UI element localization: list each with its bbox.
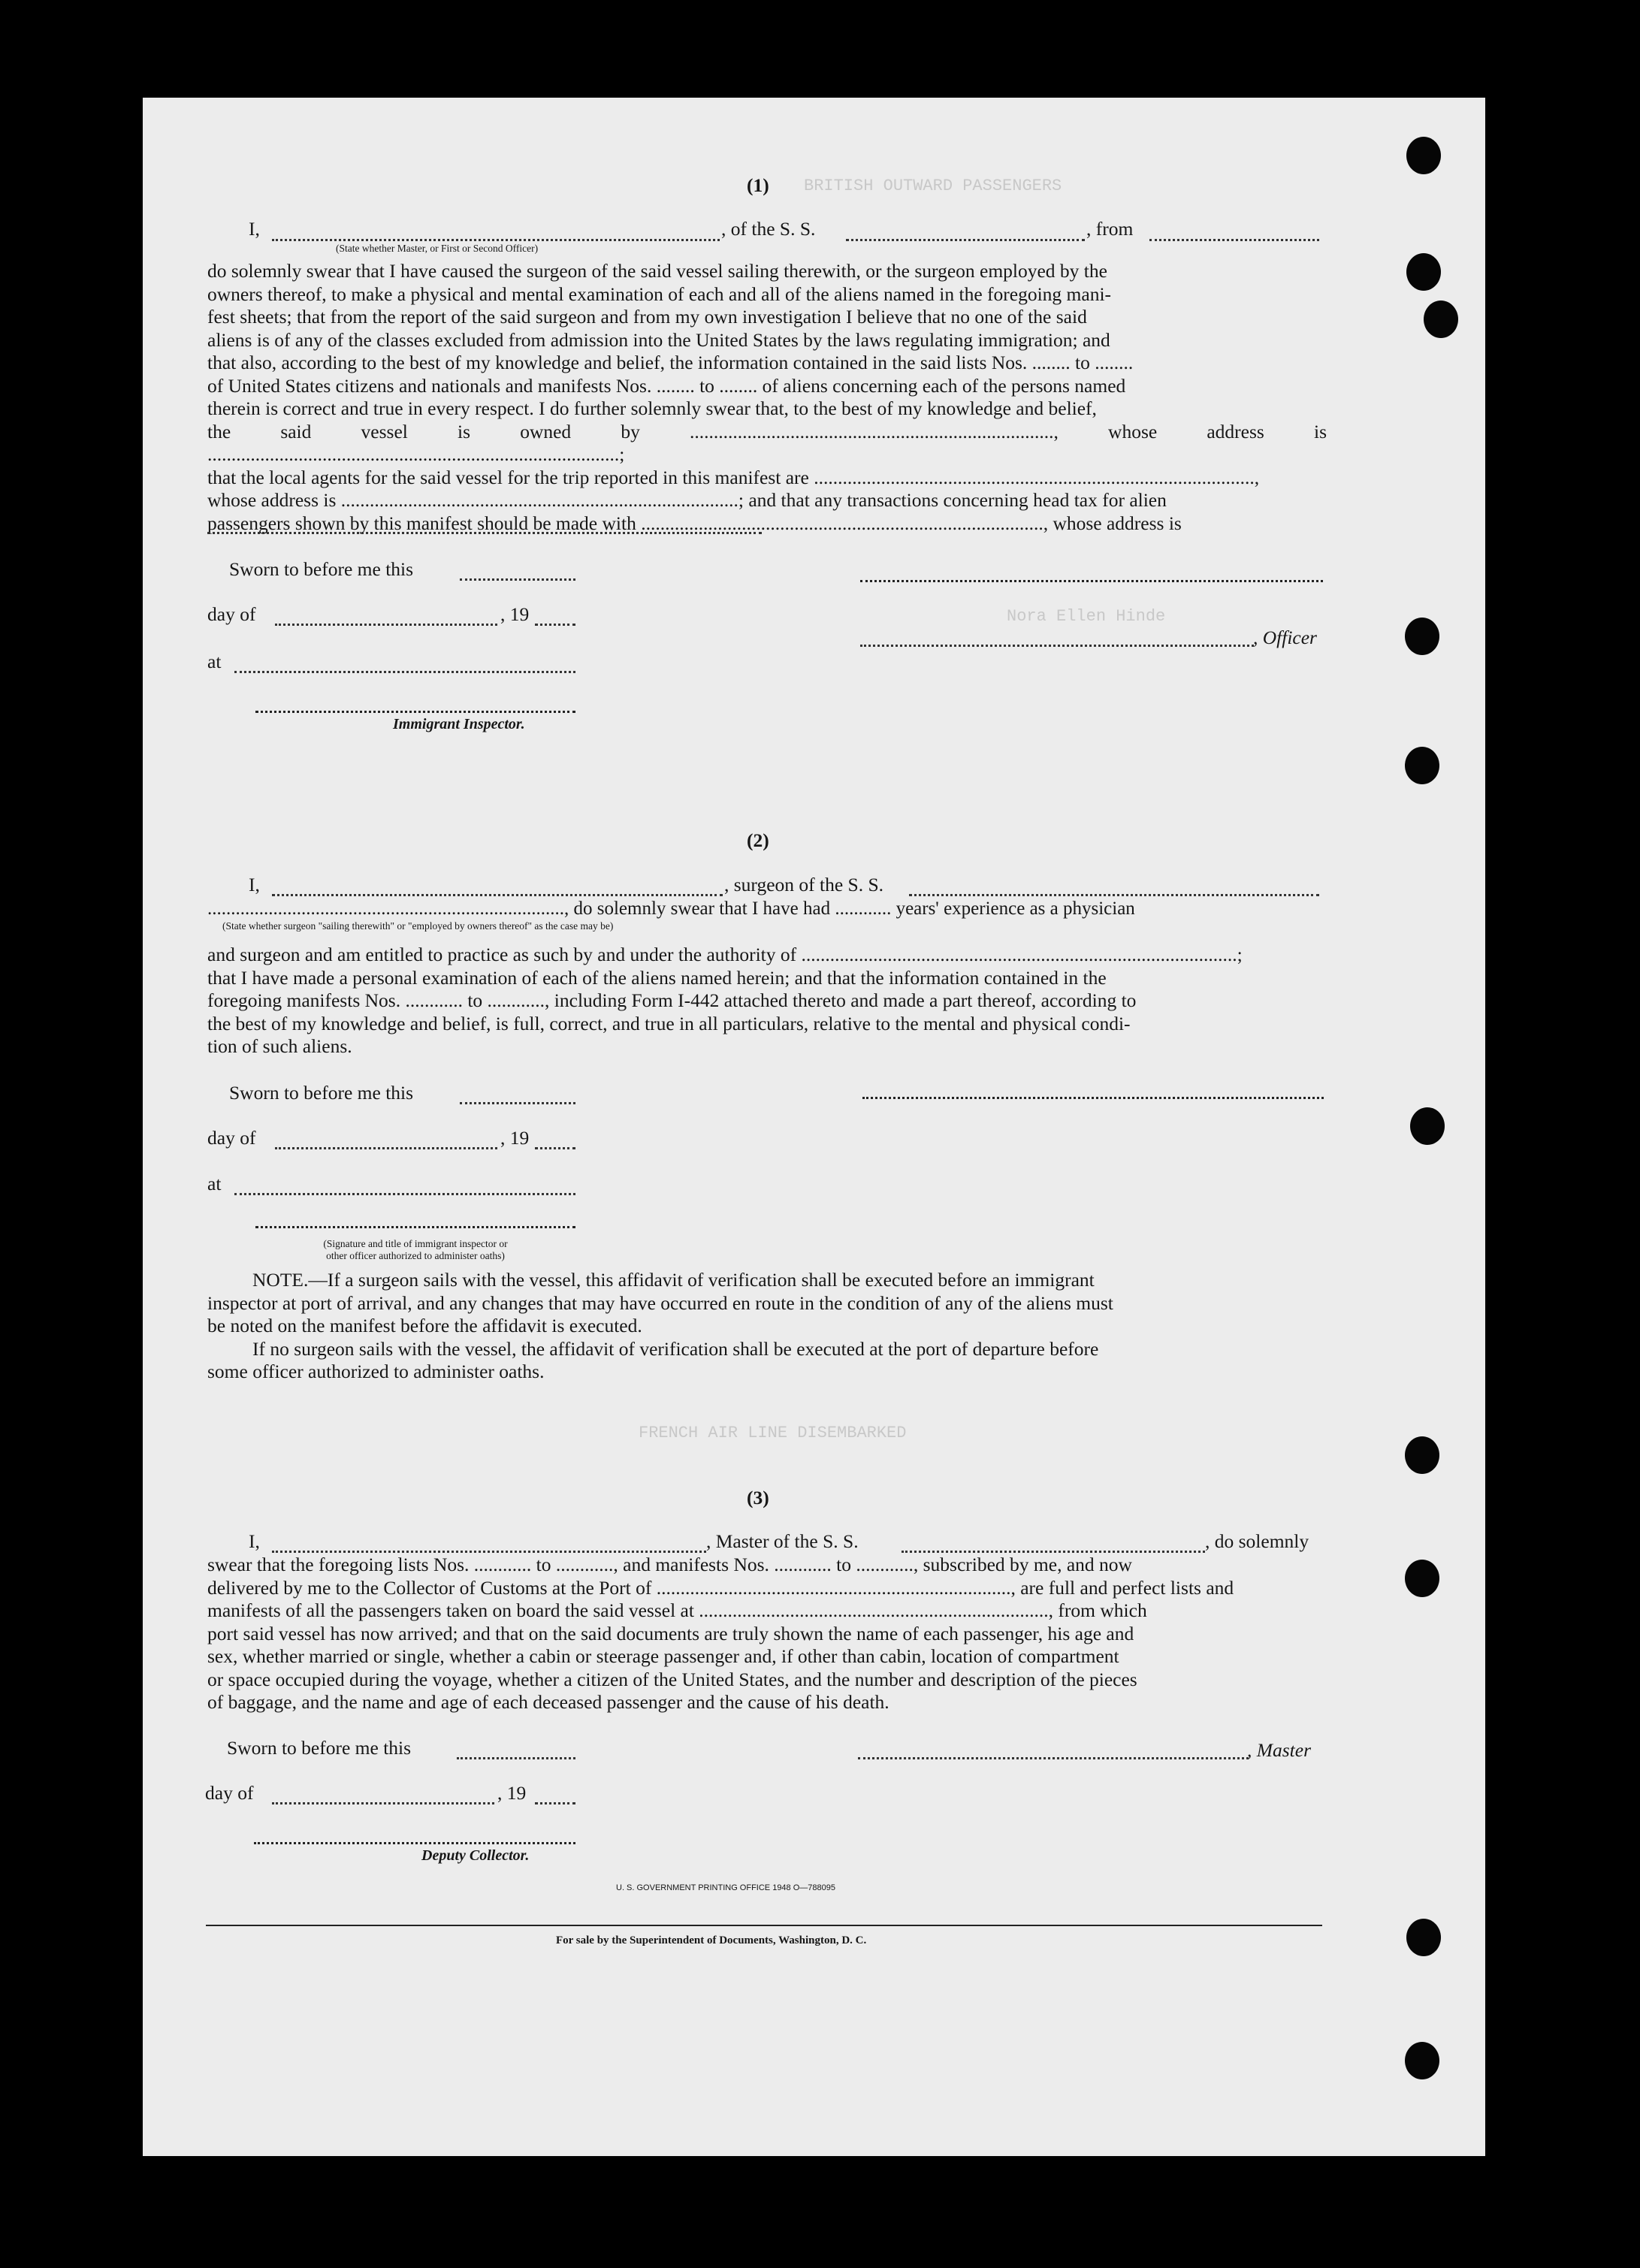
year-label: , 19: [500, 603, 530, 625]
authorized-officer-note: (Signature and title of immigrant inspector or other officer authorized to administer oaths): [323, 1238, 508, 1261]
sworn-date-field[interactable]: [460, 578, 575, 581]
sworn-label-2: Sworn to before me this: [229, 1082, 414, 1104]
deputy-collector-signature-line[interactable]: [254, 1842, 575, 1844]
section-3-i-label: I,: [249, 1530, 260, 1552]
inspector-signature-line[interactable]: [255, 711, 575, 713]
day-of-label-3: day of: [205, 1782, 254, 1804]
surgeon-signature-line[interactable]: [862, 1097, 1324, 1099]
surgeon-affidavit-note: NOTE.—If a surgeon sails with the vessel, this affidavit of verification shall be executed before an immigrant inspector at port of arrival, and any changes that may have occurred en route in the condition of any of the aliens must be noted on the manifest before the affidavit is executed. If no surgeon sails with the vessel, the affidavit of verification shall be executed at the port of departure before some officer authorized to administer oaths.: [207, 1269, 1113, 1382]
year-field-2[interactable]: [535, 1147, 575, 1149]
punch-hole: [1406, 137, 1441, 174]
at-label-2: at: [207, 1173, 222, 1194]
officer-signature-line[interactable]: [860, 580, 1323, 582]
officer-rank-note: (State whether Master, or First or Second Officer): [336, 243, 539, 254]
surgeon-name-field[interactable]: [272, 894, 723, 896]
master-vessel-field[interactable]: [902, 1551, 1205, 1553]
master-signature-field[interactable]: [858, 1757, 1249, 1759]
from-port-field[interactable]: [1149, 239, 1319, 241]
authorized-officer-signature-line[interactable]: [255, 1226, 575, 1228]
bleed-through-text: FRENCH AIR LINE DISEMBARKED: [639, 1424, 907, 1442]
punch-hole: [1405, 618, 1439, 655]
day-of-field-2[interactable]: [275, 1147, 497, 1149]
deputy-collector-label: Deputy Collector.: [421, 1847, 530, 1864]
punch-hole: [1405, 747, 1439, 784]
sworn-label-3: Sworn to before me this: [227, 1737, 412, 1759]
punch-hole: [1406, 253, 1441, 291]
surgeon-experience-line: ............................................................................, do solemnly swear that I have had ............ years' experience as a physician: [207, 898, 1135, 919]
master-name-field[interactable]: [272, 239, 720, 241]
printer-imprint: U. S. GOVERNMENT PRINTING OFFICE 1948 O—788095: [616, 1883, 835, 1892]
year-field-3[interactable]: [535, 1802, 575, 1804]
punch-hole: [1410, 1107, 1445, 1145]
punch-hole: [1405, 1436, 1439, 1474]
master-of-ss-label: , Master of the S. S.: [706, 1530, 859, 1552]
master-label: , Master: [1247, 1739, 1311, 1761]
superintendent-footer: For sale by the Superintendent of Documents, Washington, D. C.: [556, 1934, 867, 1946]
bleed-through-text: Nora Ellen Hinde: [1007, 607, 1166, 626]
section-2-i-label: I,: [249, 874, 260, 895]
section-3-number: (3): [747, 1487, 769, 1508]
immigrant-inspector-label: Immigrant Inspector.: [393, 716, 525, 732]
officer-name-field[interactable]: [860, 645, 1254, 647]
section-2-number: (2): [747, 829, 769, 851]
at-place-field[interactable]: [234, 671, 575, 673]
year-label-3: , 19: [497, 1782, 527, 1804]
sworn-date-field-3[interactable]: [457, 1757, 575, 1759]
officer-label: , Officer: [1253, 627, 1317, 648]
section-2-oath-text: and surgeon and am entitled to practice as such by and under the authority of ...........................................................................................; that I have made a personal examination of each of the aliens named herein; and that the information contained in the foregoing manifests Nos. ............ to ............, including Form I-442 attached thereto and made a part thereof, according to the best of my knowledge and belief, is full, correct, and true in all particulars, relative to the mental and physical condi- tion of such aliens.: [207, 944, 1243, 1057]
surgeon-type-note: (State whether surgeon "sailing therewith" or "employed by owners thereof" as the case may be): [222, 920, 614, 932]
year-label-2: , 19: [500, 1127, 530, 1149]
day-of-field-3[interactable]: [272, 1802, 494, 1804]
year-field[interactable]: [535, 624, 575, 626]
surgeon-of-ss-label: , surgeon of the S. S.: [724, 874, 884, 895]
section-3-oath-text: swear that the foregoing lists Nos. ............ to ............, and manifests Nos. ............ to ............, subscribed by me, and now delivered by me to the Collector of Customs at the Port of .........................................................................., are full and perfect lists and manifests of all the passengers taken on board the said vessel at ........................................................................., from which port said vessel has now arrived; and that on the said documents are truly shown the name of each passenger, his age and sex, whether married or single, whether a cabin or steerage passenger and, if other than cabin, location of compartment or space occupied during the voyage, whether a citizen of the United States, and the number and description of the pieces of baggage, and the name and age of each deceased passenger and the cause of his death.: [207, 1554, 1234, 1713]
punch-hole: [1405, 2042, 1439, 2079]
address-continuation-field[interactable]: [207, 532, 762, 534]
sworn-label: Sworn to before me this: [229, 558, 414, 580]
day-of-label: day of: [207, 603, 256, 625]
section-1-oath-text: do solemnly swear that I have caused the surgeon of the said vessel sailing therewith, or the surgeon employed by the owners thereof, to make a physical and mental examination of each and all of the aliens named in the foregoing mani- fest sheets; that from the report of the said surgeon and from my own investigation I believe that no one of the said aliens is of any of the classes excluded from admission into the United States by the laws regulating immigration; and that also, according to the best of my knowledge and belief, the information contained in the said lists Nos. ........ to ........ of United States citizens and nationals and manifests Nos. ........ to ........ of aliens concerning each of the persons named therein is correct and true in every respect. I do further solemnly swear that, to the best of my knowledge and belief, the said vessel is owned by ............................................................................, whose address is ......................................................................................; that the local agents for the said vessel for the trip reported in this manifest are ............................................................................................, whose address is ...................................................................................; and that any transactions concerning head tax for alien passengers shown by this manifest should be made with ...................................................................................., whose address is: [207, 260, 1327, 534]
master-name-field-3[interactable]: [272, 1551, 706, 1553]
at-place-field-2[interactable]: [234, 1193, 575, 1195]
surgeon-vessel-field[interactable]: [909, 894, 1319, 896]
punch-hole: [1405, 1560, 1439, 1597]
of-ss-label: , of the S. S.: [721, 218, 816, 240]
vessel-name-field[interactable]: [846, 239, 1085, 241]
day-of-field[interactable]: [275, 624, 497, 626]
do-solemnly-label: , do solemnly: [1205, 1530, 1309, 1552]
day-of-label-2: day of: [207, 1127, 256, 1149]
punch-hole: [1406, 1919, 1441, 1956]
sworn-date-field-2[interactable]: [460, 1102, 575, 1104]
at-label: at: [207, 651, 222, 672]
section-1-number: (1): [747, 174, 769, 196]
bleed-through-text: BRITISH OUTWARD PASSENGERS: [804, 177, 1062, 195]
footer-rule: [206, 1925, 1322, 1926]
punch-hole: [1424, 300, 1458, 338]
from-label: , from: [1086, 218, 1134, 240]
section-1-opening-line: I,: [249, 218, 260, 240]
